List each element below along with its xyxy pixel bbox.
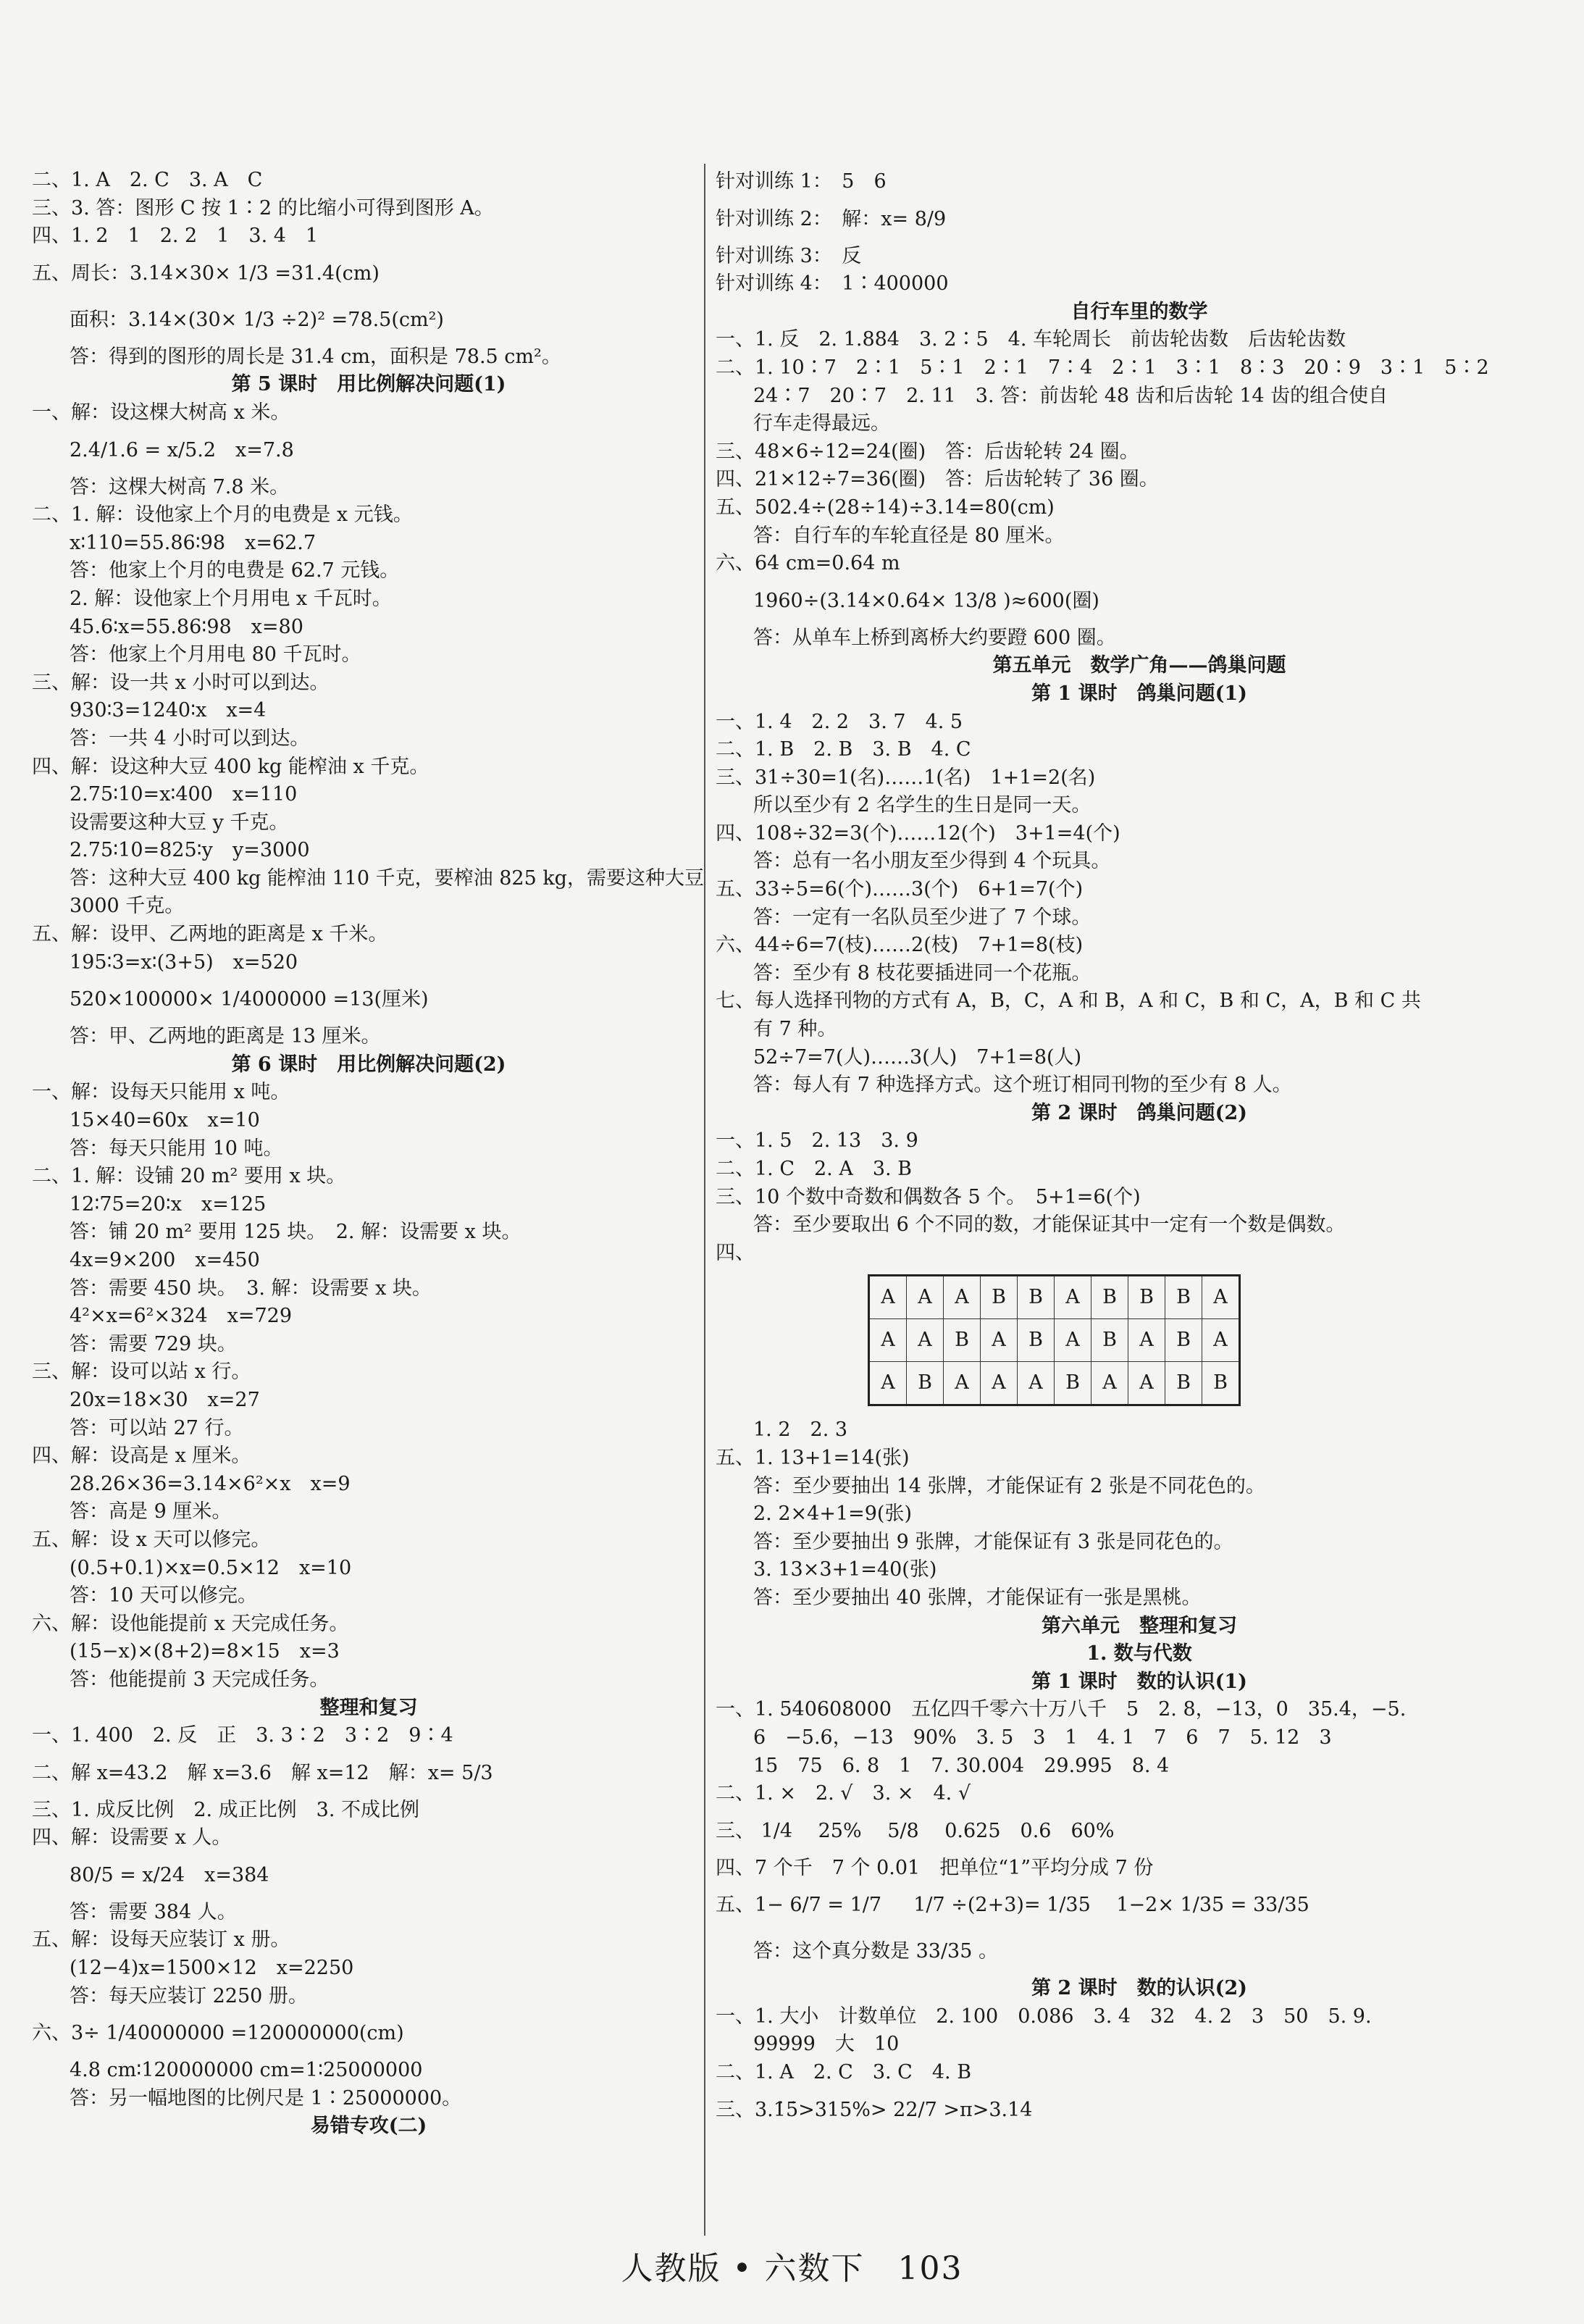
answer-line: 二、1. A 2. C 3. C 4. B	[716, 2061, 972, 2084]
answer-line: 七、每人选择刊物的方式有 A，B，C，A 和 B，A 和 C，B 和 C，A，B 和 C 共	[716, 990, 1421, 1013]
answer-line: 四、21×12÷7=36(圈) 答：后齿轮转了 36 圈。	[716, 468, 1159, 491]
answer-line: 六、64 cm=0.64 m	[716, 552, 900, 575]
answer-line: 答：至少有 8 枝花要插进同一个花瓶。	[753, 961, 1091, 985]
answer-line: 六、3÷ 1/40000000 =120000000(cm)	[32, 2022, 404, 2045]
answer-line: 4x=9×200 x=450	[70, 1249, 260, 1271]
grid-cell: A	[981, 1319, 1018, 1362]
answer-line: 四、7 个千 7 个 0.01 把单位“1”平均分成 7 份	[716, 1856, 1154, 1879]
answer-line: (0.5+0.1)×x=0.5×12 x=10	[70, 1556, 352, 1579]
grid-cell: B	[1091, 1276, 1128, 1319]
answer-line: 五、解：设甲、乙两地的距离是 x 千米。	[32, 923, 388, 946]
answer-line: 答：这种大豆 400 kg 能榨油 110 千克，要榨油 825 kg，需要这种大豆	[70, 866, 704, 890]
grid-cell: A	[1018, 1362, 1055, 1405]
answer-line: 答：一定有一名队员至少进了 7 个球。	[753, 906, 1091, 929]
answer-line: 一、1. 4 2. 2 3. 7 4. 5	[716, 710, 963, 733]
answer-line: 二、1. 10∶7 2∶1 5∶1 2∶1 7∶4 2∶1 3∶1 8∶3 20∶9 3∶1 5∶2	[716, 356, 1489, 379]
answer-line: 45.6∶x=55.86∶98 x=80	[70, 615, 303, 638]
page-footer: 人教版 • 六数下 103	[621, 2250, 963, 2287]
grid-cell: A	[907, 1319, 944, 1362]
grid-cell: A	[981, 1362, 1018, 1405]
answer-line: 五、解：设 x 天可以修完。	[32, 1528, 271, 1551]
answer-line: 52÷7=7(人)……3(人) 7+1=8(人)	[753, 1045, 1082, 1069]
answer-line: 答：需要 450 块。 3. 解：设需要 x 块。	[70, 1276, 432, 1300]
answer-line: 3000 千克。	[70, 895, 185, 918]
answer-line: 五、502.4÷(28÷14)÷3.14=80(cm)	[716, 496, 1055, 519]
right-column-bottom	[716, 1416, 1563, 2133]
answer-line: 答：每人有 7 种选择方式。这个班订相同刊物的至少有 8 人。	[753, 1074, 1292, 1097]
answer-line: 一、1. 400 2. 反 正 3. 3∶2 3∶2 9∶4	[32, 1724, 453, 1747]
answer-line: 一、1. 反 2. 1.884 3. 2∶5 4. 车轮周长 前齿轮齿数 后齿轮齿数	[716, 328, 1346, 351]
section-heading: 第 2 课时 鸽巢问题(2)	[1031, 1101, 1247, 1124]
answer-line: 1960÷(3.14×0.64× 13/8 )≈600(圈)	[753, 589, 1099, 612]
answer-line: 答：每天只能用 10 吨。	[70, 1137, 283, 1160]
answer-line: 三、3. 答：图形 C 按 1∶2 的比缩小可得到图形 A。	[32, 196, 494, 220]
answer-line: 答：每天应装订 2250 册。	[70, 1984, 308, 2007]
section-heading: 自行车里的数学	[1070, 300, 1208, 323]
grid-cell: B	[944, 1319, 981, 1362]
answer-line: 所以至少有 2 名学生的生日是同一天。	[753, 794, 1091, 817]
column-divider	[704, 164, 705, 2236]
answer-line: 答：至少要抽出 9 张牌，才能保证有 3 张是同花色的。	[753, 1530, 1233, 1553]
grid-cell: A	[1128, 1362, 1165, 1405]
grid-row	[869, 1362, 1240, 1405]
answer-line: 面积：3.14×(30× 1/3 ÷2)² =78.5(cm²)	[70, 308, 444, 331]
answer-line: 四、	[716, 1241, 755, 1264]
answer-line: 答：至少要抽出 14 张牌，才能保证有 2 张是不同花色的。	[753, 1474, 1265, 1497]
answer-line: 一、解：设每天只能用 x 吨。	[32, 1081, 290, 1104]
answer-line: 针对训练 1： 5 6	[716, 170, 887, 193]
section-heading: 第 5 课时 用比例解决问题(1)	[231, 373, 506, 396]
answer-line: 答：需要 729 块。	[70, 1332, 237, 1355]
answer-line: 195∶3=x∶(3+5) x=520	[70, 950, 298, 974]
grid-cell: B	[1128, 1276, 1165, 1319]
section-heading: 1. 数与代数	[1086, 1642, 1192, 1665]
grid-cell: B	[981, 1276, 1018, 1319]
answer-line: 答：得到的图形的周长是 31.4 cm，面积是 78.5 cm²。	[70, 345, 561, 368]
ab-grid-table	[868, 1274, 1241, 1406]
answer-line: 20x=18×30 x=27	[70, 1388, 260, 1411]
answer-line: 答：至少要抽出 40 张牌，才能保证有一张是黑桃。	[753, 1586, 1202, 1609]
answer-line: 三、解：设可以站 x 行。	[32, 1360, 251, 1384]
answer-line: 二、1. C 2. A 3. B	[716, 1158, 913, 1180]
grid-cell: A	[1202, 1276, 1240, 1319]
answer-line: 24∶7 20∶7 2. 11 3. 答：前齿轮 48 齿和后齿轮 14 齿的组合使自	[753, 384, 1388, 407]
section-heading: 第 1 课时 鸽巢问题(1)	[1031, 682, 1247, 705]
grid-row	[869, 1319, 1240, 1362]
grid-cell: B	[1091, 1319, 1128, 1362]
grid-cell: B	[1055, 1362, 1091, 1405]
grid-cell: B	[1018, 1319, 1055, 1362]
section-heading: 第六单元 整理和复习	[1042, 1614, 1237, 1637]
section-heading: 第 6 课时 用比例解决问题(2)	[231, 1053, 506, 1076]
answer-line: 三、10 个数中奇数和偶数各 5 个。 5+1=6(个)	[716, 1185, 1141, 1208]
section-heading: 第五单元 数学广角——鸽巢问题	[992, 654, 1286, 677]
answer-line: 答：可以站 27 行。	[70, 1416, 244, 1439]
grid-cell: B	[1165, 1319, 1202, 1362]
answer-line: 二、1. 解：设铺 20 m² 要用 x 块。	[32, 1165, 346, 1188]
answer-line: 四、108÷32=3(个)……12(个) 3+1=4(个)	[716, 822, 1120, 845]
grid-cell: A	[907, 1276, 944, 1319]
grid-cell: B	[1018, 1276, 1055, 1319]
grid-cell: B	[907, 1362, 944, 1405]
answer-line: 一、1. 5 2. 13 3. 9	[716, 1129, 918, 1153]
answer-line: 六、解：设他能提前 x 天完成任务。	[32, 1612, 349, 1635]
grid-cell: A	[944, 1362, 981, 1405]
answer-line: 四、解：设高是 x 厘米。	[32, 1445, 251, 1468]
answer-line: 2.75∶10=825∶y y=3000	[70, 839, 310, 862]
grid-cell: B	[1202, 1362, 1240, 1405]
answer-line: 五、1− 6/7 = 1/7 1/7 ÷(2+3)= 1/35 1−2× 1/35 = 33/35	[716, 1894, 1309, 1917]
answer-line: 有 7 种。	[753, 1018, 837, 1041]
answer-line: 五、周长：3.14×30× 1/3 =31.4(cm)	[32, 262, 380, 285]
right-column	[716, 168, 1563, 2133]
answer-line: 2. 2×4+1=9(张)	[753, 1502, 912, 1526]
answer-line: 二、1. 解：设他家上个月的电费是 x 元钱。	[32, 503, 413, 527]
answer-line: 2.75∶10=x∶400 x=110	[70, 783, 298, 806]
answer-line: 12∶75=20∶x x=125	[70, 1192, 267, 1216]
grid-cell: A	[1091, 1362, 1128, 1405]
answer-line: 15×40=60x x=10	[70, 1109, 260, 1132]
grid-cell: A	[944, 1276, 981, 1319]
answer-line: (15−x)×(8+2)=8×15 x=3	[70, 1640, 340, 1663]
answer-line: 二、解 x=43.2 解 x=3.6 解 x=12 解：x= 5/3	[32, 1761, 493, 1784]
grid-row	[869, 1276, 1240, 1319]
answer-line: 4.8 cm∶120000000 cm=1∶25000000	[70, 2059, 423, 2082]
grid-cell: A	[1128, 1319, 1165, 1362]
grid-cell: A	[1055, 1319, 1091, 1362]
right-column-top	[716, 168, 1563, 1267]
grid-cell: B	[1165, 1362, 1202, 1405]
answer-line: 99999 大 10	[753, 2033, 900, 2056]
answer-line: 答：自行车的车轮直径是 80 厘米。	[753, 524, 1065, 547]
answer-line: 三、31÷30=1(名)……1(名) 1+1=2(名)	[716, 766, 1096, 789]
answer-line: 针对训练 4： 1∶400000	[716, 272, 949, 296]
ab-grid-wrapper	[716, 1274, 1563, 1406]
answer-line: 答：总有一名小朋友至少得到 4 个玩具。	[753, 850, 1111, 873]
answer-line: 二、1. A 2. C 3. A C	[32, 169, 263, 191]
answer-line: 答：一共 4 小时可以到达。	[70, 727, 310, 750]
answer-line: 答：铺 20 m² 要用 125 块。 2. 解：设需要 x 块。	[70, 1221, 521, 1244]
answer-line: 三、48×6÷12=24(圈) 答：后齿轮转 24 圈。	[716, 440, 1139, 463]
answer-line: 五、1. 13+1=14(张)	[716, 1446, 910, 1469]
answer-line: 三、1. 成反比例 2. 成正比例 3. 不成比例	[32, 1798, 420, 1821]
answer-line: x∶110=55.86∶98 x=62.7	[70, 531, 317, 554]
section-heading: 易错专攻(二)	[310, 2115, 427, 2138]
answer-line: 四、解：设需要 x 人。	[32, 1826, 232, 1849]
answer-line: 答：他家上个月用电 80 千瓦时。	[70, 643, 361, 666]
grid-cell: A	[1202, 1319, 1240, 1362]
answer-line: 930∶3=1240∶x x=4	[70, 699, 267, 722]
answer-line: 六、44÷6=7(枝)……2(枝) 7+1=8(枝)	[716, 934, 1084, 957]
answer-line: 答：甲、乙两地的距离是 13 厘米。	[70, 1025, 381, 1048]
section-heading: 第 1 课时 数的认识(1)	[1031, 1670, 1247, 1693]
answer-line: 三、3.1̇5̇>315%> 22/7 >π>3.14	[716, 2098, 1033, 2121]
answer-line: 三、 1/4 25% 5/8 0.625 0.6 60%	[716, 1819, 1115, 1842]
answer-line: 520×100000× 1/4000000 =13(厘米)	[70, 988, 429, 1011]
grid-cell: A	[869, 1362, 907, 1405]
answer-line: 一、1. 540608000 五亿四千零六十万八千 5 2. 8，−13，0 35.4，−5.	[716, 1698, 1407, 1721]
answer-line: 设需要这种大豆 y 千克。	[70, 811, 289, 834]
answer-line: 3. 13×3+1=40(张)	[753, 1558, 937, 1581]
grid-cell: A	[1055, 1276, 1091, 1319]
answer-line: 五、解：设每天应装订 x 册。	[32, 1928, 290, 1952]
answer-line: 15 75 6. 8 1 7. 30.004 29.995 8. 4	[753, 1754, 1170, 1777]
answer-line: 答：他家上个月的电费是 62.7 元钱。	[70, 559, 400, 582]
answer-line: 28.26×36=3.14×6²×x x=9	[70, 1472, 351, 1495]
section-heading: 第 2 课时 数的认识(2)	[1031, 1977, 1247, 2000]
answer-line: 6 −5.6，−13 90% 3. 5 3 1 4. 1 7 6 7 5. 12 3	[753, 1726, 1332, 1749]
answer-line: 一、解：设这棵大树高 x 米。	[32, 401, 290, 424]
grid-cell: A	[869, 1276, 907, 1319]
answer-line: 答：高是 9 厘米。	[70, 1500, 232, 1523]
answer-line: 三、解：设一共 x 小时可以到达。	[32, 671, 330, 694]
answer-line: 行车走得最远。	[753, 412, 890, 435]
answer-line: 答：需要 384 人。	[70, 1900, 237, 1923]
answer-line: 答：他能提前 3 天完成任务。	[70, 1668, 330, 1691]
answer-line: 四、解：设这种大豆 400 kg 能榨油 x 千克。	[32, 755, 429, 778]
answer-line: 答：这个真分数是 33/35 。	[753, 1940, 998, 1963]
answer-line: 针对训练 3： 反	[716, 244, 862, 267]
left-column	[32, 167, 705, 2141]
answer-line: 4²×x=6²×324 x=729	[70, 1305, 293, 1328]
answer-line: 答：从单车上桥到离桥大约要蹬 600 圈。	[753, 626, 1116, 649]
answer-line: 针对训练 2： 解：x= 8/9	[716, 207, 947, 230]
answer-line: 答：至少要取出 6 个不同的数，才能保证其中一定有一个数是偶数。	[753, 1213, 1346, 1237]
answer-line: 二、1. × 2. √ 3. × 4. √	[716, 1782, 971, 1805]
answer-line: 1. 2 2. 3	[753, 1418, 848, 1442]
answer-line: 二、1. B 2. B 3. B 4. C	[716, 738, 971, 761]
answer-line: 80/5 = x/24 x=384	[70, 1863, 269, 1886]
answer-line: 答：另一幅地图的比例尺是 1∶25000000。	[70, 2086, 462, 2110]
answer-line: 答：10 天可以修完。	[70, 1584, 257, 1608]
section-heading: 整理和复习	[319, 1696, 418, 1719]
answer-line: 2. 解：设他家上个月用电 x 千瓦时。	[70, 587, 392, 610]
answer-line: 答：这棵大树高 7.8 米。	[70, 475, 290, 498]
grid-cell: B	[1165, 1276, 1202, 1319]
answer-line: 2.4/1.6 = x/5.2 x=7.8	[70, 438, 294, 461]
answer-line: 四、1. 2 1 2. 2 1 3. 4 1	[32, 225, 319, 248]
answer-line: 一、1. 大小 计数单位 2. 100 0.086 3. 4 32 4. 2 3 50 5. 9.	[716, 2005, 1372, 2028]
answer-line: (12−4)x=1500×12 x=2250	[70, 1957, 354, 1980]
answer-line: 五、33÷5=6(个)……3(个) 6+1=7(个)	[716, 878, 1084, 901]
grid-cell: A	[869, 1319, 907, 1362]
